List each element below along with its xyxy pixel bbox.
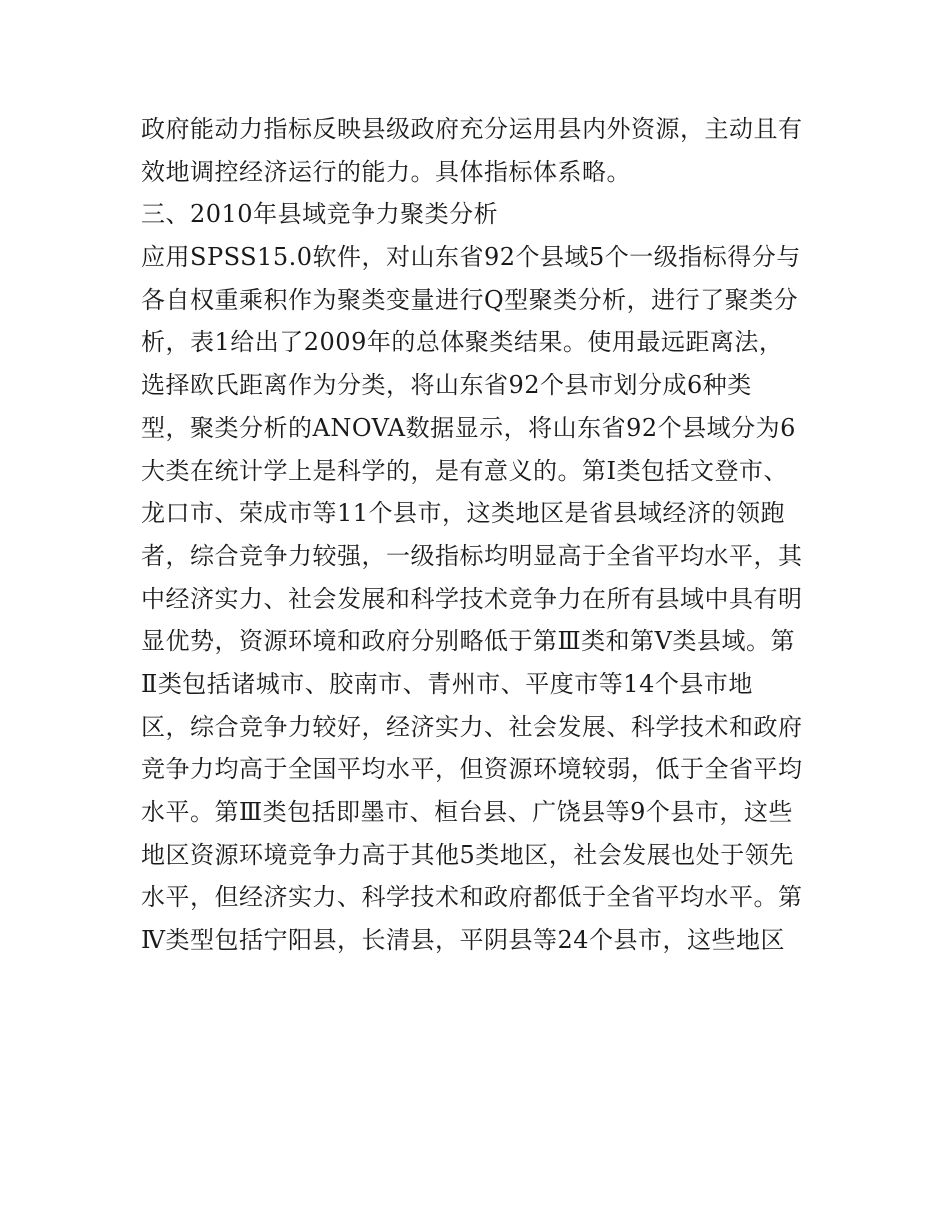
text-line-9: 大类在统计学上是科学的，是有意义的。第Ⅰ类包括文登市、 [141,456,788,485]
text-line-18: 地区资源环境竞争力高于其他5类地区，社会发展也处于领先 [141,840,794,869]
text-line-15: 区，综合竞争力较好，经济实力、社会发展、科学技术和政府 [141,712,803,741]
text-line-4: 应用SPSS15.0软件，对山东省92个县域5个一级指标得分与 [141,243,801,272]
text-body [141,108,821,962]
text-line-20: Ⅳ类型包括宁阳县，长清县，平阴县等24个县市，这些地区 [141,926,786,955]
section-heading: 三、2010年县域竞争力聚类分析 [141,200,499,229]
text-line-10: 龙口市、荣成市等11个县市，这类地区是省县域经济的领跑 [141,499,786,528]
text-line-8: 型，聚类分析的ANOVA数据显示，将山东省92个县域分为6 [141,413,796,442]
text-line-16: 竞争力均高于全国平均水平，但资源环境较弱，低于全省平均 [141,755,803,784]
text-line-1: 政府能动力指标反映县级政府充分运用县内外资源，主动且有 [141,115,803,143]
text-line-14: Ⅱ类包括诸城市、胶南市、青州市、平度市等14个县市地 [141,669,753,698]
text-line-11: 者，综合竞争力较强，一级指标均明显高于全省平均水平，其 [141,541,803,570]
text-line-6: 析，表1给出了2009年的总体聚类结果。使用最远距离法， [141,328,784,357]
text-line-7: 选择欧氏距离作为分类，将山东省92个县市划分成6种类 [141,371,752,400]
text-line-13: 显优势，资源环境和政府分别略低于第Ⅲ类和第Ⅴ类县域。第 [141,627,795,656]
text-line-12: 中经济实力、社会发展和科学技术竞争力在所有县域中具有明 [141,584,803,613]
text-line-5: 各自权重乘积作为聚类变量进行Q型聚类分析，进行了聚类分 [141,285,799,314]
text-line-19: 水平，但经济实力、科学技术和政府都低于全省平均水平。第 [141,883,803,912]
text-line-2: 效地调控经济运行的能力。具体指标体系略。 [141,157,631,186]
text-line-17: 水平。第Ⅲ类包括即墨市、桓台县、广饶县等9个县市，这些 [141,798,793,826]
